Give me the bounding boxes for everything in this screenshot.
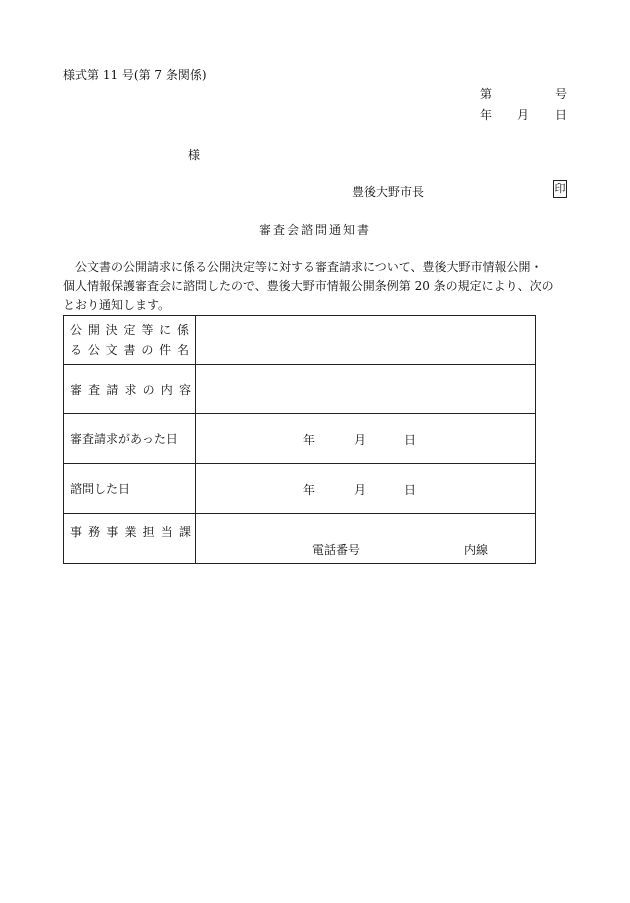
label-char: 等 <box>141 323 154 337</box>
label-char: に <box>159 323 172 337</box>
addressee-honorific: 様 <box>188 148 201 162</box>
notice-table <box>63 315 536 564</box>
label-char: の <box>142 382 155 397</box>
label-char: 務 <box>88 525 101 539</box>
label-char: 事 <box>70 525 83 539</box>
table-row <box>64 464 536 514</box>
value-cell-department[interactable] <box>196 514 536 564</box>
label-char: 開 <box>87 323 100 337</box>
label-char: 課 <box>178 525 191 539</box>
form-number-label: 様式第 11 号(第 7 条関係) <box>63 68 207 82</box>
date-day: 日 <box>404 433 417 447</box>
table-row <box>64 316 536 365</box>
label-char: 件 <box>159 343 172 357</box>
table-row <box>64 365 536 414</box>
date-day: 日 <box>404 483 417 497</box>
extension-label: 内線 <box>464 543 489 557</box>
label-line <box>70 340 195 360</box>
label-cell-request-date: 審査請求があった日 <box>64 414 196 464</box>
issuer-name: 豊後大野市長 <box>352 185 425 199</box>
label-line <box>70 320 195 340</box>
date-year: 年 <box>303 433 316 447</box>
body-line: 個人情報保護審査会に諮問したので、豊後大野市情報公開条例第 20 条の規定により、次の <box>63 279 554 293</box>
label-char: 担 <box>142 525 155 539</box>
label-char: 求 <box>124 382 137 397</box>
label-char: 書 <box>123 343 136 357</box>
label-char: 事 <box>106 525 119 539</box>
header-month: 月 <box>517 108 530 122</box>
header-year: 年 <box>480 108 493 122</box>
value-cell-inquiry-date[interactable] <box>196 464 536 514</box>
label-cell-inquiry-date: 諮問した日 <box>64 464 196 514</box>
label-cell-content <box>64 365 196 414</box>
number-prefix: 第 <box>480 87 493 101</box>
label-char: 係 <box>176 323 189 337</box>
table-row <box>64 514 536 564</box>
seal-mark: 印 <box>553 180 567 198</box>
label-char: 内 <box>160 382 173 397</box>
number-suffix: 号 <box>555 87 568 101</box>
value-cell-request-date[interactable] <box>196 414 536 464</box>
label-char: 査 <box>88 382 101 397</box>
label-line <box>70 523 195 540</box>
label-char: 業 <box>124 525 137 539</box>
label-char: の <box>141 343 154 357</box>
label-char: 審 <box>70 382 83 397</box>
document-title: 審査会諮問通知書 <box>258 223 371 237</box>
label-char: 文 <box>105 343 118 357</box>
label-cell-department <box>64 514 196 564</box>
table-row <box>64 414 536 464</box>
body-line: とおり通知します。 <box>63 298 171 312</box>
date-year: 年 <box>303 483 316 497</box>
label-line <box>70 381 195 398</box>
label-char: 容 <box>178 382 191 397</box>
label-cell-subject <box>64 316 196 365</box>
body-paragraph <box>63 258 569 315</box>
header-day: 日 <box>555 108 568 122</box>
label-char: 請 <box>106 382 119 397</box>
phone-label: 電話番号 <box>312 543 361 557</box>
label-char: 当 <box>160 525 173 539</box>
date-month: 月 <box>354 483 367 497</box>
label-char: る <box>70 343 83 357</box>
label-char: 決 <box>105 323 118 337</box>
label-char: 公 <box>70 323 83 337</box>
label-char: 定 <box>123 323 136 337</box>
label-char: 名 <box>176 343 189 357</box>
body-line: 公文書の公開請求に係る公開決定等に対する審査請求について、豊後大野市情報公開・ <box>75 260 543 274</box>
date-month: 月 <box>354 433 367 447</box>
value-cell-subject[interactable] <box>196 316 536 365</box>
value-cell-content[interactable] <box>196 365 536 414</box>
label-char: 公 <box>87 343 100 357</box>
